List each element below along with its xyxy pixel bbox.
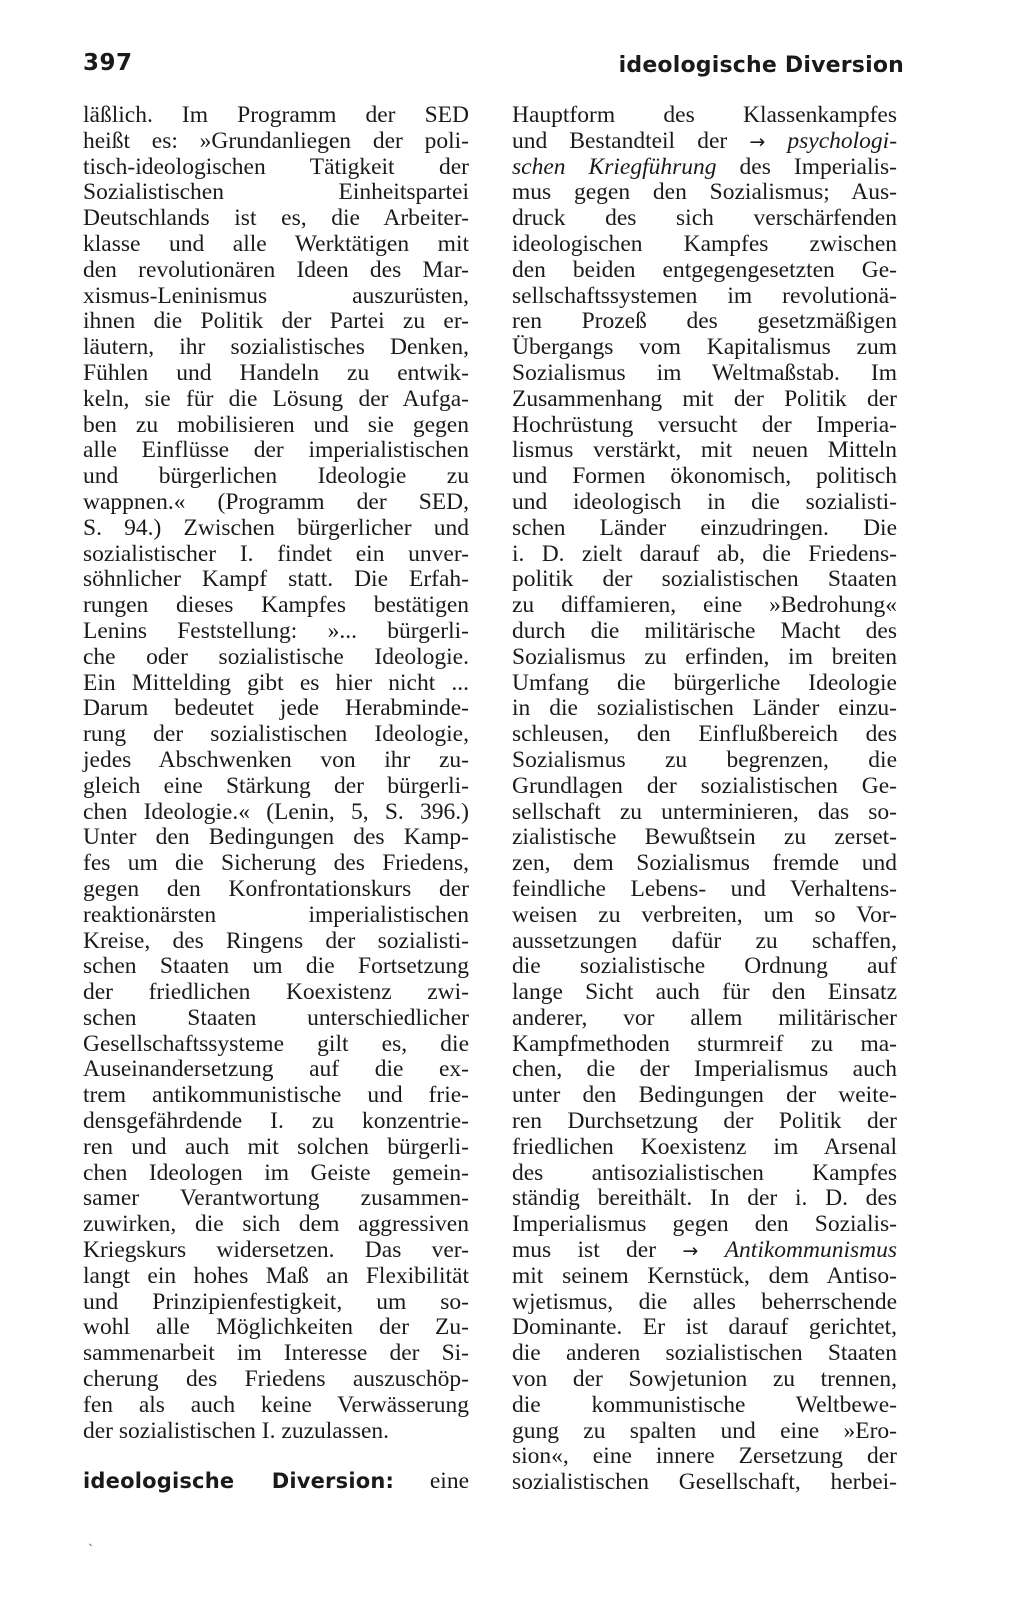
text-line: rung der sozialistischen Ideologie, bbox=[83, 721, 469, 748]
text-line: gleich eine Stärkung der bürgerli- bbox=[83, 772, 469, 799]
text-line: und Formen ökonomisch, politisch bbox=[512, 463, 897, 490]
text-line: jedes Abschwenken von ihr zu- bbox=[83, 746, 469, 773]
text-line: von der Sowjetunion zu trennen, bbox=[512, 1366, 897, 1393]
print-speck: ˎ bbox=[88, 1532, 94, 1546]
cross-reference-term: schen Kriegführung bbox=[512, 153, 717, 180]
text-line: S. 94.) Zwischen bürgerlicher und bbox=[83, 514, 469, 541]
text-line: Sozialismus im Weltmaßstab. Im bbox=[512, 359, 897, 386]
text-line: keln, sie für die Lösung der Aufga- bbox=[83, 385, 469, 412]
text-line: die sozialistische Ordnung auf bbox=[512, 953, 897, 980]
page-number: 397 bbox=[83, 50, 133, 76]
text-line: Zusammenhang mit der Politik der bbox=[512, 385, 897, 412]
text-line: fes um die Sicherung des Friedens, bbox=[83, 850, 469, 877]
text-line: mit seinem Kernstück, dem Antiso- bbox=[512, 1262, 897, 1289]
text-line: Kampfmethoden sturmreif zu ma- bbox=[512, 1030, 897, 1057]
text-line: densgefährdende I. zu konzentrie- bbox=[83, 1108, 469, 1135]
text-line: sozialistischen Gesellschaft, herbei- bbox=[512, 1469, 897, 1496]
text-line: sozialistischer I. findet ein unver- bbox=[83, 540, 469, 567]
text-line: trem antikommunistische und frie- bbox=[83, 1082, 469, 1109]
text-line: friedlichen Koexistenz im Arsenal bbox=[512, 1133, 897, 1160]
text-line: wohl alle Möglichkeiten der Zu- bbox=[83, 1314, 469, 1341]
text-line: schen Staaten unterschiedlicher bbox=[83, 1004, 469, 1031]
text-line: und ideologisch in die sozialisti- bbox=[512, 488, 897, 515]
entry-gap bbox=[83, 1444, 469, 1469]
text-line: der sozialistischen I. zuzulassen. bbox=[83, 1417, 390, 1444]
cross-reference-arrow-icon: → bbox=[749, 130, 766, 153]
text-line: zen, dem Sozialismus fremde und bbox=[512, 850, 897, 877]
text-line: und bürgerlichen Ideologie zu bbox=[83, 463, 469, 490]
text-line: Gesellschaftssysteme gilt es, die bbox=[83, 1030, 469, 1057]
text-line: in die sozialistischen Länder einzu- bbox=[512, 695, 897, 722]
text-line: Kriegskurs widersetzen. Das ver- bbox=[83, 1237, 469, 1264]
text-line: Hauptform des Klassenkampfes bbox=[512, 102, 897, 128]
text-line: Grundlagen der sozialistischen Ge- bbox=[512, 772, 897, 799]
text-line: schleusen, den Einflußbereich des bbox=[512, 721, 897, 748]
text-line: wjetismus, die alles beherrschende bbox=[512, 1288, 897, 1315]
text-line: chen, die der Imperialismus auch bbox=[512, 1056, 897, 1083]
text-line: des antisozialistischen Kampfes bbox=[512, 1159, 897, 1186]
text-line: läutern, ihr sozialistisches Denken, bbox=[83, 334, 469, 361]
text-line: druck des sich verschärfenden bbox=[512, 205, 897, 232]
text-line: Imperialismus gegen den Sozialis- bbox=[512, 1211, 897, 1238]
text-line: politik der sozialistischen Staaten bbox=[512, 566, 897, 593]
text-line: heißt es: »Grundanliegen der poli- bbox=[83, 127, 469, 154]
text-line: anderer, vor allem militärischer bbox=[512, 1004, 897, 1031]
text-line: weisen zu verbreiten, um so Vor- bbox=[512, 901, 897, 928]
text-line: klasse und alle Werktätigen mit bbox=[83, 230, 469, 257]
text-line: ben zu mobilisieren und sie gegen bbox=[83, 411, 469, 438]
reference-line bbox=[512, 155, 897, 181]
text-line: Sozialismus zu erfinden, im breiten bbox=[512, 643, 897, 670]
text-line: Lenins Feststellung: »... bürgerli- bbox=[83, 617, 469, 644]
text-line: che oder sozialistische Ideologie. bbox=[83, 643, 469, 670]
text-line: rungen dieses Kampfes bestätigen bbox=[83, 592, 469, 619]
reference-line bbox=[512, 1238, 897, 1264]
text-line: mus gegen den Sozialismus; Aus- bbox=[512, 179, 897, 206]
cross-reference-term: psychologi- bbox=[787, 127, 898, 154]
text-line: lismus verstärkt, mit neuen Mitteln bbox=[512, 437, 897, 464]
entry-start-line bbox=[83, 1469, 469, 1495]
text-line: Deutschlands ist es, die Arbeiter- bbox=[83, 205, 469, 232]
text-line: sion«, eine innere Zersetzung der bbox=[512, 1443, 897, 1470]
reference-line bbox=[512, 129, 897, 155]
text-line: reaktionärsten imperialistischen bbox=[83, 901, 469, 928]
text-line: Umfang die bürgerliche Ideologie bbox=[512, 669, 897, 696]
text-line: zuwirken, die sich dem aggressiven bbox=[83, 1211, 469, 1238]
left-column-body bbox=[83, 103, 469, 1444]
text-line: Ein Mittelding gibt es hier nicht ... bbox=[83, 669, 469, 696]
text-line: zialistische Bewußtsein zu zerset- bbox=[512, 824, 897, 851]
text-line: Sozialismus zu begrenzen, die bbox=[512, 746, 897, 773]
text-line: gung zu spalten und eine »Ero- bbox=[512, 1417, 897, 1444]
text-line: chen Ideologen im Geiste gemein- bbox=[83, 1159, 469, 1186]
text-line: tisch-ideologischen Tätigkeit der bbox=[83, 153, 469, 180]
text-line: schen Staaten um die Fortsetzung bbox=[83, 953, 469, 980]
text-line: den beiden entgegengesetzten Ge- bbox=[512, 256, 897, 283]
text-line: alle Einflüsse der imperialistischen bbox=[83, 437, 469, 464]
left-column bbox=[83, 103, 469, 1495]
text-line: Auseinandersetzung auf die ex- bbox=[83, 1056, 469, 1083]
text-line: Übergangs vom Kapitalismus zum bbox=[512, 334, 897, 361]
right-column bbox=[512, 103, 897, 1496]
reference-line-text: mus ist der bbox=[512, 1237, 657, 1264]
text-line: zu diffamieren, eine »Bedrohung« bbox=[512, 592, 897, 619]
text-line: die kommunistische Weltbewe- bbox=[512, 1391, 897, 1418]
text-line: lange Sicht auch für den Einsatz bbox=[512, 979, 897, 1006]
text-line: chen Ideologie.« (Lenin, 5, S. 396.) bbox=[83, 798, 469, 825]
text-line: Dominante. Er ist darauf gerichtet, bbox=[512, 1314, 897, 1341]
text-line: Hochrüstung versucht der Imperia- bbox=[512, 411, 897, 438]
text-line: ideologischen Kampfes zwischen bbox=[512, 230, 897, 257]
text-line: schen Länder einzudringen. Die bbox=[512, 514, 897, 541]
right-column-body-b bbox=[512, 1264, 897, 1496]
text-line: und Prinzipienfestigkeit, um so- bbox=[83, 1288, 469, 1315]
text-line: Fühlen und Handeln zu entwik- bbox=[83, 359, 469, 386]
text-line: unter den Bedingungen der weite- bbox=[512, 1082, 897, 1109]
reference-line-text: des Imperialis- bbox=[739, 153, 897, 180]
text-line: die anderen sozialistischen Staaten bbox=[512, 1340, 897, 1367]
text-line: Darum bedeutet jede Herabminde- bbox=[83, 695, 469, 722]
text-line: i. D. zielt darauf ab, die Friedens- bbox=[512, 540, 897, 567]
text-line: Kreise, des Ringens der sozialisti- bbox=[83, 927, 469, 954]
text-line: feindliche Lebens- und Verhaltens- bbox=[512, 875, 897, 902]
text-line: xismus-Leninismus auszurüsten, bbox=[83, 282, 469, 309]
text-line: läßlich. Im Programm der SED bbox=[83, 102, 469, 128]
text-line: den revolutionären Ideen des Mar- bbox=[83, 256, 469, 283]
text-line: wappnen.« (Programm der SED, bbox=[83, 488, 469, 515]
text-line: ren und auch mit solchen bürgerli- bbox=[83, 1133, 469, 1160]
text-line: fen als auch keine Verwässerung bbox=[83, 1391, 469, 1418]
text-line: söhnlicher Kampf statt. Die Erfah- bbox=[83, 566, 469, 593]
text-line: der friedlichen Koexistenz zwi- bbox=[83, 979, 469, 1006]
running-head: ideologische Diversion bbox=[618, 53, 904, 78]
right-column-body-a bbox=[512, 180, 897, 1238]
entry-headword: ideologische Diversion: bbox=[83, 1469, 395, 1494]
text-line: Sozialistischen Einheitspartei bbox=[83, 179, 469, 206]
text-line: samer Verantwortung zusammen- bbox=[83, 1185, 469, 1212]
cross-reference-term: Antikommunismus bbox=[724, 1237, 898, 1264]
text-line: langt ein hohes Maß an Flexibilität bbox=[83, 1262, 469, 1289]
text-line: gegen den Konfrontationskurs der bbox=[83, 875, 469, 902]
text-line: ihnen die Politik der Partei zu er- bbox=[83, 308, 469, 335]
cross-reference-arrow-icon: → bbox=[682, 1240, 699, 1263]
text-line: sellschaftssystemen im revolutionä- bbox=[512, 282, 897, 309]
text-line: durch die militärische Macht des bbox=[512, 617, 897, 644]
reference-line-text: und Bestandteil der bbox=[512, 127, 728, 154]
entry-first-words: eine bbox=[429, 1468, 469, 1495]
text-line: cherung des Friedens auszuschöp- bbox=[83, 1366, 469, 1393]
text-line: sellschaft zu unterminieren, das so- bbox=[512, 798, 897, 825]
text-line: aussetzungen dafür zu schaffen, bbox=[512, 927, 897, 954]
text-line: Unter den Bedingungen des Kamp- bbox=[83, 824, 469, 851]
text-line: ren Prozeß des gesetzmäßigen bbox=[512, 308, 897, 335]
text-line: ren Durchsetzung der Politik der bbox=[512, 1108, 897, 1135]
text-line: sammenarbeit im Interesse der Si- bbox=[83, 1340, 469, 1367]
text-line: ständig bereithält. In der i. D. des bbox=[512, 1185, 897, 1212]
